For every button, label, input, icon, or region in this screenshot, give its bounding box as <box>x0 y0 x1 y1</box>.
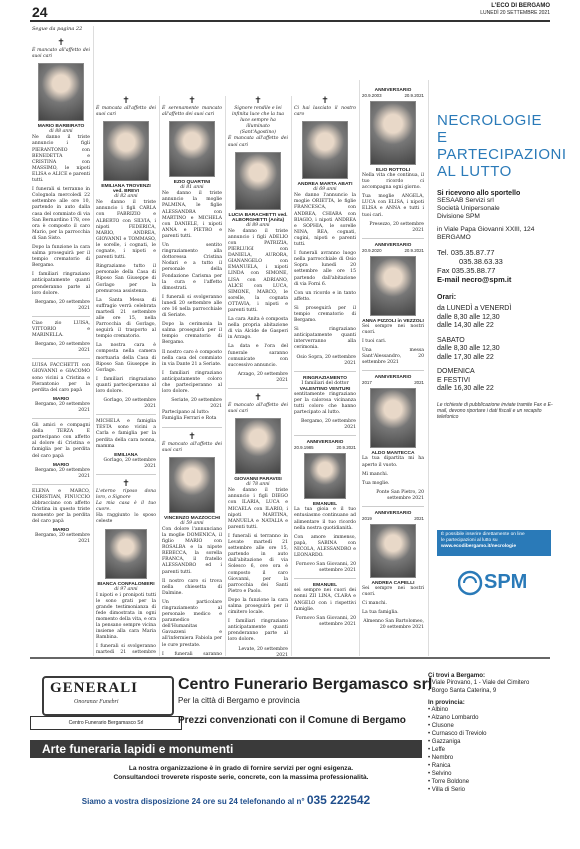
city-address: • Viale Pirovano, 1 - Viale del Cimitero <box>428 679 548 687</box>
org-name: SESAAB Servizi srl <box>437 197 494 204</box>
condolence-text: MICHELA e famiglia TESTA sono vicini a Carla e famiglia per la perdita della cara nonna, mamma <box>96 419 156 449</box>
divider <box>294 371 356 372</box>
anniversary-date: 20.9.1985 <box>294 445 314 451</box>
province-town: • Villa di Serio <box>428 786 548 794</box>
obituary-intro: È mancato all'affetto dei suoi cari <box>162 441 222 453</box>
logo-subtitle: Onoranze Funebri <box>74 699 119 705</box>
newspaper-name: L'ECO DI BERGAMO <box>491 3 550 9</box>
hours-line: SABATO <box>437 336 465 344</box>
condolence-name: MARIO <box>52 462 70 468</box>
anniversary-date: 20.9.2021 <box>336 445 356 451</box>
province-town: • Gazzaniga <box>428 738 548 746</box>
hours-line: dalle 8,30 alle 12,30 <box>437 345 500 352</box>
ad-title: Centro Funerario Bergamasco srl <box>178 676 433 693</box>
obituary-intro: È mancato all'affetto dei suoi cari <box>228 403 288 415</box>
obituary-text: I funerali avranno luogo nella parrocchiale di Osio Sopra lunedì 20 settembre alle ore 15 partendo dall'abitazione di via Forni 6. <box>294 251 356 287</box>
anniversary-text: Tua moglie ANGELA, LUCA con ELISA, i nipoti ELISA e ANNA e tutti i tuoi cari. <box>362 194 424 218</box>
funeral-advertisement <box>30 662 550 840</box>
obituary-quote: Ci hai lasciato il nostro caro <box>294 106 356 118</box>
ad-availability <box>30 793 422 807</box>
obituary-text: I familiari ringraziano anticipatamente quanti prenderanno parte al loro dolore. <box>228 619 288 643</box>
province-town: • Albino <box>428 706 548 714</box>
obituary-quote: La mia casa è il tuo cuore. <box>96 501 156 513</box>
divider <box>32 418 90 419</box>
anniversary-label: ANNIVERSARIO <box>374 88 412 93</box>
cross-icon: ✝ <box>321 96 329 106</box>
obituary-signature: Levate, 20 settembre 2021 <box>238 646 288 656</box>
divider <box>294 435 356 436</box>
ad-locations <box>428 672 548 794</box>
province-town: • Selvino <box>428 770 548 778</box>
deceased-name: EMILIANA TROVENZI ved. BREVI <box>101 184 151 195</box>
obituary-text: I funerali si svolgeranno martedì 21 settembre <box>96 644 156 656</box>
header-rule <box>30 20 550 22</box>
email-link[interactable]: E-mail necro@spm.it <box>437 275 512 284</box>
page-header <box>0 0 580 20</box>
ad-company-strip: Centro Funerario Bergamasco Srl <box>30 716 182 730</box>
anniversary-date: 2021 <box>414 515 424 521</box>
generali-logo <box>42 676 174 716</box>
column-separator <box>428 80 429 656</box>
condolence-signature: Bergamo, 20 settembre 2021 <box>34 533 90 545</box>
portrait-photo <box>235 418 281 474</box>
obituary-text: I funerali si svolgeranno lunedì 20 settembre alle ore 16 nella parrocchiale di Seriate. <box>162 294 222 319</box>
ad-availability-text: Siamo a vostra disposizione 24 ore su 24 telefonando al n° <box>81 797 305 806</box>
obituary-column-5 <box>294 96 356 656</box>
province-list <box>428 706 548 794</box>
hours-line: DOMENICA <box>437 368 475 375</box>
ad-subtitle: Per la città di Bergamo e provincia <box>178 696 300 705</box>
portrait-photo <box>235 152 281 210</box>
anniversary-label: ANNIVERSARIO <box>306 440 344 446</box>
panel-subtitle: Si ricevono allo sportello <box>437 190 521 197</box>
online-text: le partecipazioni al lutto su <box>441 538 498 543</box>
panel-title-line: AL LUTTO <box>437 163 512 180</box>
condolence-name: MARIO <box>52 396 70 402</box>
obituary-intro: È mancato all'affetto dei suoi cari <box>32 48 90 60</box>
anniversary-text: La tua dipartita mi ha aperto il vuoto. <box>362 456 424 468</box>
obituary-text: Si proseguirà per il tempio crematorio di Bergamo. <box>294 305 356 324</box>
divider <box>362 506 424 507</box>
divider <box>294 578 356 579</box>
divider <box>228 388 288 389</box>
anniversary-date: 2019 <box>362 515 372 521</box>
obituary-text: Dopo la funzione la cara salma proseguirà per il tempio crematorio di Bergamo. <box>32 244 90 269</box>
contact-block <box>437 248 557 284</box>
deceased-name: MARIO BARBIRATO <box>37 124 85 130</box>
obituary-text: Ne danno il triste annuncio i figli DIEGO con ILARIA, LUCA e MICAELA con ILARIO, i nipoti MARTINA, MANUELA e NATALIA e parenti tutti. <box>228 488 288 530</box>
thanks-intro: I familiari del dottor <box>301 380 349 386</box>
deceased-age: di 82 anni <box>114 194 138 200</box>
obituary-text: I funerali si terranno in Colognola mercoledì 22 settembre alle ore 10, partendo in auto dalla casa del commiato di via San Bernardino 178, ove ora è composto il caro Mario, per la parrocchia di San Sisto. <box>32 187 90 241</box>
fax-number: Fax 035.35.88.77 <box>437 266 496 275</box>
ad-conventions: Prezzi convenzionati con il Comune di Bergamo <box>178 715 406 726</box>
column-separator <box>291 96 292 656</box>
deceased-name: ELIO ROTTOLI <box>375 168 411 173</box>
obituary-text: La nostra cara è composta nella camera mortuaria della Casa di Riposo San Giuseppe in Gorlago. <box>96 343 156 373</box>
anniversary-date: 20.9.2020 <box>362 247 382 253</box>
phone-number-2[interactable]: 035.38.63.33 <box>459 257 503 266</box>
anniversary-text: Tua moglie. <box>362 480 390 486</box>
province-town: • Alzano Lombardo <box>428 714 548 722</box>
deceased-age: di 88 anni <box>49 129 73 135</box>
hours-line: dalle 14,30 alle 22 <box>437 322 494 329</box>
ad-text <box>56 764 426 782</box>
ad-top-rule <box>30 657 550 659</box>
portrait-photo <box>304 453 346 499</box>
online-submission-box[interactable] <box>437 530 551 556</box>
hours-label: Orari: <box>437 294 457 301</box>
ad-banner: Arte funeraria lapidi e monumenti <box>30 740 422 758</box>
anniversary-dates <box>362 516 424 521</box>
deceased-name: EZIO QUARTINI <box>173 180 211 186</box>
portrait-photo <box>169 457 215 513</box>
spm-logo <box>458 568 538 598</box>
anniversary-text: Sei sempre nei nostri cuori. <box>362 323 424 335</box>
portrait-photo <box>105 529 147 579</box>
cross-icon: ✝ <box>254 96 262 106</box>
quote-author: (Sant'Agostino) <box>240 130 276 136</box>
province-town: • Nembro <box>428 754 548 762</box>
cross-icon: ✝ <box>254 393 262 403</box>
obituary-text: Ne danno il triste annuncio la moglie PALMINA, le figlie ALESSANDRA con MARTINO e MICHELA con DANIELE, i nipoti ANNA e PIETRO e parenti tutti. <box>162 191 222 239</box>
thanks-signature: Bergamo, 20 settembre 2021 <box>300 419 356 431</box>
condolence-text: ELENA e MARCO, CHRISTIAN, FINUCCIO abbracciano con affetto Cristina in questo triste momento per la perdita del caro papà <box>32 488 90 525</box>
obituary-text: Un particolare ringraziamento al personale medico e paramedico dell'Humanitas Gavazzeni e all'infermiera Fabiola per le cure prestate. <box>162 599 222 648</box>
obituary-text: Ne danno l'annuncio la moglie ORIETTA, le figlie FRANCESCA, con ANDREA, CHIARA con BIAGIO, i nipoti ANDREA e SOPHIA, le sorelle NINA, REA, cognati, cugini, nipoti e parenti tutti. <box>294 193 356 248</box>
divider <box>96 474 156 475</box>
obituary-text: I familiari ringraziano anticipatamente coloro che parteciperanno al loro dolore. <box>162 370 222 395</box>
obituary-column-1 <box>32 26 90 656</box>
province-town: • Clusone <box>428 722 548 730</box>
condolence-name: MARIO <box>52 528 70 534</box>
anniversary-date: 20.9.2021 <box>404 247 424 253</box>
portrait-photo <box>370 524 416 578</box>
divider <box>362 238 424 239</box>
anniversary-text: Con amore immenso, papà, SABINA con NICOLA, ALESSANDRO e LEONARDO. <box>294 534 356 559</box>
portrait-photo <box>302 121 348 179</box>
obituary-text: Ringraziamo tutto il personale della Casa di Riposo San Giuseppe di Gorlago per la premurosa assistenza. <box>96 264 156 294</box>
province-label: In provincia: <box>428 699 465 706</box>
page-number: 24 <box>32 4 48 20</box>
anniversary-text: Nella vita che continua, il tuo ricordo ci accompagna ogni giorno. <box>362 173 424 191</box>
deceased-age: di 81 anni <box>180 185 204 191</box>
obituary-signature: Gorlago, 20 settembre 2021 <box>103 398 156 410</box>
portrait-photo <box>370 256 416 316</box>
deceased-name: EMANUEL <box>312 502 338 508</box>
portrait-photo <box>370 388 416 448</box>
obituary-text: Dopo la cerimonia la salma proseguirà per il tempio crematorio di Bergamo. <box>162 322 222 346</box>
portrait-photo <box>103 121 149 181</box>
condolence-name: EMILIANA <box>114 452 138 458</box>
divider <box>32 484 90 485</box>
obituary-text: Dopo la funzione la cara salma proseguirà per il cimitero locale. <box>228 597 288 616</box>
obituary-text: Con un ricordo e in tanto affetto. <box>294 290 356 302</box>
deceased-name: BIANCA CONFALONIERI <box>97 581 155 587</box>
hours-line: da LUNEDÌ a VENERDÌ <box>437 305 512 312</box>
cross-icon: ✝ <box>188 431 196 442</box>
obituary-signature: Seriate, 20 settembre 2021 <box>171 398 222 410</box>
obituary-text: Un sentito ringraziamento alla dottoressa Cristina Nodari e a tutto il personale della Fondazione Carisma per la cura e l'affetto dimostrati. <box>162 243 222 291</box>
logo-text: GENERALI <box>50 680 139 696</box>
anniversary-text: Una messa Sant'Alessandro, 20 settembre 2021 <box>362 348 424 366</box>
column-separator <box>225 96 226 656</box>
obituary-text: Ne danno il triste annuncio i figli PIERANTONIO con BENEDETTA e CRISTINA con MASSIMO, le nipoti ELISA e ALICE e parenti tutti. <box>32 135 90 184</box>
obituary-text: Ne danno il triste annuncio i figli CARLA con FABRIZIO e ALBERTO con SILVIA, i nipoti FEDERICA, MARIO, ANDREA, GIOVANNI e TOMMASO, le sorelle, i cognati, le cognate, i nipoti e parenti tutti. <box>96 200 156 261</box>
deceased-name: ANDREA MARTA ABATI <box>297 182 353 188</box>
condolence-signature: Gorlago, 20 settembre 2021 <box>103 457 156 469</box>
condolence-text: Ciao zio LUISA, VITTORIO e MARINELLA. <box>32 320 90 339</box>
obituary-text: I familiari ringraziano quanti parteciperanno al loro dolore. <box>96 376 156 394</box>
divider <box>362 370 424 371</box>
obituary-text: La cara Anita è composta nella propria abitazione di via Alcide de Gasperi in Arzago. <box>228 317 288 341</box>
portrait-photo <box>38 63 84 121</box>
province-town: • Ranica <box>428 762 548 770</box>
deceased-name: ANDREA CAPELLI <box>371 580 415 586</box>
portrait-photo <box>370 101 416 165</box>
info-panel <box>437 112 567 420</box>
obituary-quote: Signore rendile e lei infinita luce che la tua luce sempre ha illuminato <box>231 106 285 130</box>
ad-text-line: Consultandoci troverete risposte serie, concrete, con la massima professionalità. <box>113 774 369 781</box>
deceased-age: di 97 anni <box>114 586 138 592</box>
anniversary-text: sei sempre nei cuori dei nonni ZII LINA, CLARA e ANGELO con i rispettivi famiglie. <box>294 588 356 612</box>
deceased-age: di 59 anni <box>180 520 204 526</box>
obituary-column-4 <box>228 96 288 656</box>
thanks-label: RINGRAZIAMENTO <box>303 375 347 381</box>
deceased-name: ANNA PIZZOLI in VEZZOLI <box>362 318 424 324</box>
deceased-name: GIOVANNI PARAVISI <box>234 477 282 483</box>
divider <box>32 358 90 359</box>
org-division: Divisione SPM <box>437 213 480 220</box>
panel-note: Le richieste di pubblicazione inviate tramite Fax e E-mail, devono riportare i dati fiscali e un recapito telefonico <box>437 401 553 420</box>
anniversary-dates <box>362 380 424 385</box>
obituary-text: I nipoti e i pronipoti tutti le sono grati per la grande testimonianza di fede dimostrata in ogni momento della vita, e ora la pensano sempre vicina insieme alla cara Maria Bambina. <box>96 592 156 641</box>
obituary-column-3 <box>162 96 222 656</box>
cross-icon: ✝ <box>122 478 130 489</box>
deceased-name: VINCENZO MAZZOCCHI <box>164 515 220 521</box>
panel-title <box>437 112 567 180</box>
anniversary-label: ANNIVERSARIO <box>374 242 412 248</box>
participation-label: Partecipano al lutto: <box>162 410 210 416</box>
cross-icon: ✝ <box>188 96 196 106</box>
online-link[interactable]: www.ecodibergamo.it/necrologie <box>441 544 516 549</box>
province-town: • Curnasco di Treviolo <box>428 730 548 738</box>
online-text: È possibile inserire direttamente on line <box>441 532 525 537</box>
column-separator <box>359 80 360 656</box>
obituary-text: Con dolore l'annunciano la moglie DOMENICA, il figlio MARIO con ROSALBA e la nipote REBECCA, la sorella FRANCA, il fratello ALESSANDRO ed i parenti tutti. <box>162 526 222 575</box>
ad-text-line: La nostra organizzazione è in grado di fornire servizi per ogni esigenza. <box>128 765 354 772</box>
cross-icon: ✝ <box>122 96 130 106</box>
anniversary-date: 2021 <box>414 380 424 386</box>
phone-number[interactable]: Tel. 035.35.87.77 <box>437 248 495 257</box>
obituary-text: Si ringraziano anticipatamente quanti interverranno alla cerimonia. <box>294 327 356 351</box>
obituary-signature: Osio Sopra, 20 settembre 2021 <box>296 354 356 366</box>
hours-line: dalle 17,30 alle 22 <box>437 353 494 361</box>
hours-line: E FESTIVI <box>437 376 471 384</box>
anniversary-text: I tuoi cari. <box>362 339 387 345</box>
divider <box>32 316 90 317</box>
obituary-text: I familiari ringraziano anticipatamente quanti prenderanno parte al loro dolore. <box>32 272 90 296</box>
org-address: in Viale Papa Giovanni XXIII, 124 BERGAMO <box>437 226 535 241</box>
thanks-text: sentitamente ringraziano per la calorosa vicinanza tutti coloro che hanno partecipato al lutto. <box>294 391 356 416</box>
obituary-column-2 <box>96 96 156 656</box>
ad-phone[interactable]: 035 222542 <box>306 793 371 807</box>
anniversary-text: Mi manchi. <box>362 471 389 477</box>
anniversary-signature: Fornovo San Giovanni, 20 settembre 2021 <box>295 615 356 627</box>
obituary-text: I funerali si terranno in Levate martedì 21 settembre alle ore 15, partendo in auto dall'abitazione di via Solesco 6, ove ora è composto il caro Giovanni, per la parrocchia dei Santi Pietro e Paolo. <box>228 533 288 594</box>
panel-title-line: NECROLOGIE E <box>437 112 543 146</box>
obituary-text: La data e l'ora del funerale saranno comunicate con successivo annuncio. <box>228 344 288 368</box>
anniversary-text: Ci manchi. <box>362 601 387 607</box>
spm-logo-text: SPM <box>484 571 528 593</box>
hours-line: dalle 16,30 alle 22 <box>437 385 494 392</box>
condolence-signature: Bergamo, 20 settembre 2021 <box>34 401 90 413</box>
issue-date: LUNEDÌ 20 SETTEMBRE 2021 <box>480 10 550 16</box>
anniversary-label: ANNIVERSARIO <box>374 375 412 381</box>
obituary-text: Ne danno il triste annuncio i figli ADELIO con PATRIZIA, PIERLUIGI con DANIELA, AURORA, GIANANGELO con EMANUELA, i nipoti LINDA con SIMONE, LISA con ADRIANO, ALICE con LUCA, SIMONE, MARCO, le sorelle, la cognata OTTAVIA, i nipoti e parenti tutti. <box>228 228 288 313</box>
thanks-name: VALENTINO VENTURI <box>299 386 351 392</box>
obituary-text: Il nostro caro si trova nella chiesetta di Dalmine. <box>162 578 222 596</box>
hours-line: dalle 8,30 alle 12,30 <box>437 313 500 321</box>
hours-block <box>437 305 557 394</box>
obituary-quote: L'eterno riposo dona loro, o Signore <box>96 488 156 501</box>
obituary-intro: È mancata all'affetto dei suoi cari <box>228 136 288 148</box>
participation-item: Famiglia Ferrari e Rota <box>162 416 217 422</box>
anniversary-label: ANNIVERSARIO <box>374 510 412 516</box>
org-type: Società Unipersonale <box>437 205 500 212</box>
anniversary-signature: Presezzo, 20 settembre 2021 <box>369 221 424 233</box>
city-label: Ci trovi a Bergamo: <box>428 672 486 679</box>
anniversary-signature: Fornovo San Giovanni, 20 settembre 2021 <box>295 562 356 574</box>
deceased-name: ALDO MANTECCA <box>371 451 415 457</box>
deceased-age: di 78 anni <box>246 482 270 488</box>
anniversary-date: 20.9.2021 <box>404 93 424 98</box>
deceased-name: LUCIA BARACHETTI ved. ALBORGHETTI (Anita) <box>228 212 288 223</box>
segue-label: Segue da pagina 22 <box>32 26 83 32</box>
column-separator <box>93 26 94 656</box>
anniversary-dates <box>294 445 356 450</box>
anniversary-text: La tua gioia e il tuo entusiasmo continuano ad alimentare il tuo ricordo nella nostra quotidianità. <box>294 507 356 531</box>
obituary-intro: Ha raggiunto lo sposo celeste <box>96 513 156 525</box>
anniversary-text: Sei sempre nei nostri cuori. <box>362 585 424 598</box>
condolence-text: Gli amici e compagni della TERZA E partecipano con affetto al dolore di Cristina e famiglia per la perdita del caro papà <box>32 423 90 459</box>
obituary-text: La Santa Messa di suffragio verrà celebrata martedì 21 settembre alle ore 15, nella Parrocchia di Gorlago, seguirà il trasporto al tempio crematorio. <box>96 297 156 340</box>
cross-icon: ✝ <box>57 38 65 49</box>
city-address: • Borgo Santa Caterina, 9 <box>428 687 548 695</box>
deceased-age: di 69 anni <box>313 187 337 193</box>
city-list <box>428 679 548 695</box>
anniversary-signature: Almenno San Bartolomeo, 20 settembre 2021 <box>363 619 424 631</box>
province-town: • Leffe <box>428 746 548 754</box>
anniversary-date: 2017 <box>362 380 372 386</box>
deceased-name: EMANUEL <box>312 583 338 589</box>
anniversary-text: La tua famiglia. <box>362 610 399 616</box>
portrait-photo <box>169 121 215 177</box>
anniversary-dates <box>362 93 424 98</box>
condolence-text: LUISA FACCHETTI con GIOVANNI e GIACOMO sono vicini a Cristina e Pierantonio per la perdita del caro papà <box>32 363 90 393</box>
divider <box>96 414 156 415</box>
obituary-text: Il nostro caro è composto nella casa del commiato in via Dante 21 a Seriate. <box>162 349 222 367</box>
deceased-age: di 89 anni <box>246 222 270 228</box>
panel-title-line: PARTECIPAZIONI <box>437 146 567 163</box>
obituary-signature: Arzago, 20 settembre 2021 <box>237 371 288 383</box>
province-town: • Torre Boldone <box>428 778 548 786</box>
divider <box>162 427 222 428</box>
column-separator <box>159 96 160 656</box>
condolence-signature: Bergamo, 20 settembre 2021 <box>34 342 90 354</box>
obituary-signature: Bergamo, 20 settembre 2021 <box>34 299 90 311</box>
obituary-text: I funerali saranno <box>162 651 222 656</box>
condolence-signature: Bergamo, 20 settembre 2021 <box>34 467 90 479</box>
anniversary-date: 20.9.2003 <box>362 93 382 98</box>
anniversary-dates <box>362 248 424 253</box>
obituary-intro: È mancata all'affetto dei suoi cari <box>96 106 156 118</box>
obituary-intro: È serenamente mancato all'affetto dei suoi cari <box>162 106 222 118</box>
anniversary-signature: Ponte San Pietro, 20 settembre 2021 <box>376 489 424 501</box>
anniversary-column <box>362 84 424 656</box>
